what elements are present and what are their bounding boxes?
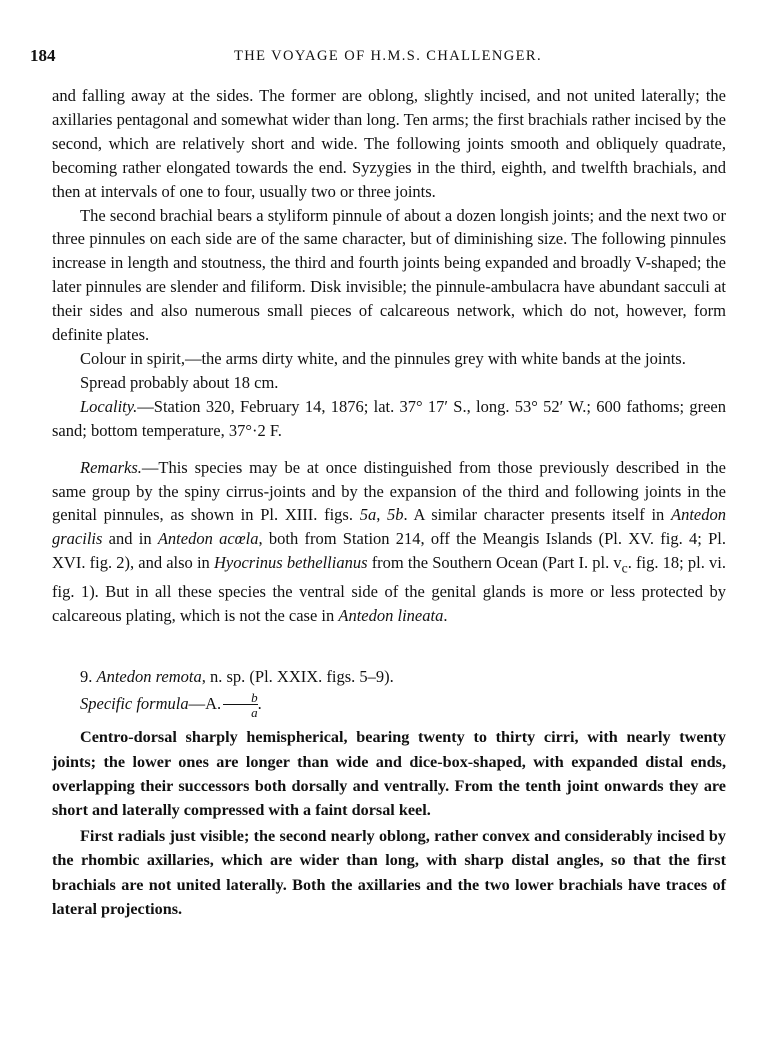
species-heading-rest: , n. sp. (Pl. XXIX. figs. 5–9).	[201, 667, 394, 687]
remarks-text: and in	[102, 529, 158, 549]
paragraph-centro-dorsal: Centro-dorsal sharply hemispherical, bearing twenty to thirty cirri, with nearly twenty joints; the lower ones are longer than wide and dice-box-shaped, with expanded distal ends, overlapping their successors both dorsally and ventrally. From the tenth joint onwards they are short and laterally compressed with a faint dorsal keel.	[52, 728, 726, 819]
specific-formula	[52, 691, 726, 719]
page-body	[52, 84, 726, 921]
species-name: Hyocrinus bethellianus	[213, 553, 368, 573]
remarks-text: from the Southern Ocean (Part I. pl. v	[367, 553, 622, 573]
remarks-text: . A similar character presents itself in	[403, 505, 672, 525]
figure-ref: 5b	[387, 505, 404, 525]
page-number: 184	[30, 46, 56, 65]
paragraph-remarks	[52, 456, 726, 629]
species-number: 9.	[80, 667, 97, 687]
locality-text: —Station 320, February 14, 1876; lat. 37° 17′ S., long. 53° 52′ W.; 600 fathoms; green sand; bottom temperature, 37°·2 F.	[52, 396, 726, 440]
formula-label: Specific formula	[80, 694, 189, 714]
page-header	[30, 46, 746, 70]
paragraph-spread: Spread probably about 18 cm.	[80, 372, 279, 392]
paragraph-colour: Colour in spirit,—the arms dirty white, and the pinnules grey with white bands at the joints.	[80, 348, 686, 368]
remarks-text: . fig. 18; pl. vi. fig. 1). But in all these species the ventral side of the genital glands is more or less protected by calcareous plating, which is not the case in	[52, 553, 726, 626]
species-title: Antedon remota	[96, 667, 202, 687]
species-name: Antedon gracilis	[52, 505, 727, 549]
species-heading	[52, 665, 726, 689]
remarks-text: , both from Station 214, off the Meangis Islands (Pl. XV. fig. 4; Pl. XVI. fig. 2), and also in	[52, 529, 726, 573]
figure-ref: 5a	[359, 505, 377, 525]
running-title: THE VOYAGE OF H.M.S. CHALLENGER.	[234, 48, 542, 64]
remarks-text: —This species may be at once distinguished from those previously described in the same group by the spiny cirrus-joints and by the expansion of the third and following joints in the genital pinnules, as shown in Pl. XIII. figs.	[52, 457, 726, 525]
new-species-description	[52, 725, 726, 921]
remarks-label: Remarks.	[80, 457, 142, 477]
remarks-text: ,	[376, 505, 388, 525]
formula-prefix: —A.	[188, 694, 222, 714]
subscript: c	[621, 560, 628, 576]
locality-label: Locality.	[80, 396, 138, 416]
formula-end: .	[257, 694, 262, 714]
formula-fraction	[223, 691, 258, 719]
remarks-text: .	[443, 606, 448, 626]
paragraph-locality	[52, 395, 726, 443]
paragraph-radials: First radials just visible; the second nearly oblong, rather convex and considerably incised by the rhombic axillaries, which are wider than long, with sharp distal angles, so that the first brachials are not united laterally. Both the axillaries and the two lower brachials have traces of lateral projections.	[52, 827, 726, 918]
species-name: Antedon lineata	[338, 606, 444, 626]
paragraph-arms: and falling away at the sides. The former are oblong, slightly incised, and not united laterally; the axillaries pentagonal and somewhat wider than long. Ten arms; the first brachials rather incised by the second, which are relatively short and wide. The following joints smooth and obliquely quadrate, becoming rather elongated towards the end. Syzygies in the third, eighth, and twelfth brachials, and then at intervals of one to four, usually two or three joints.	[52, 86, 726, 201]
formula-denominator: a	[223, 704, 258, 719]
formula-numerator: b	[251, 690, 258, 706]
paragraph-pinnules: The second brachial bears a styliform pinnule of about a dozen longish joints; and the next two or three pinnules on each side are of the same character, but of diminishing size. The following pinnules increase in length and stoutness, the third and fourth joints being expanded and broadly V-shaped; the later pinnules are slender and filiform. Disk invisible; the pinnule-ambulacra have abundant sacculi at their sides and also numerous small pieces of calcareous network, which do not, however, form definite plates.	[52, 205, 726, 345]
species-name: Antedon acœla	[157, 529, 259, 549]
